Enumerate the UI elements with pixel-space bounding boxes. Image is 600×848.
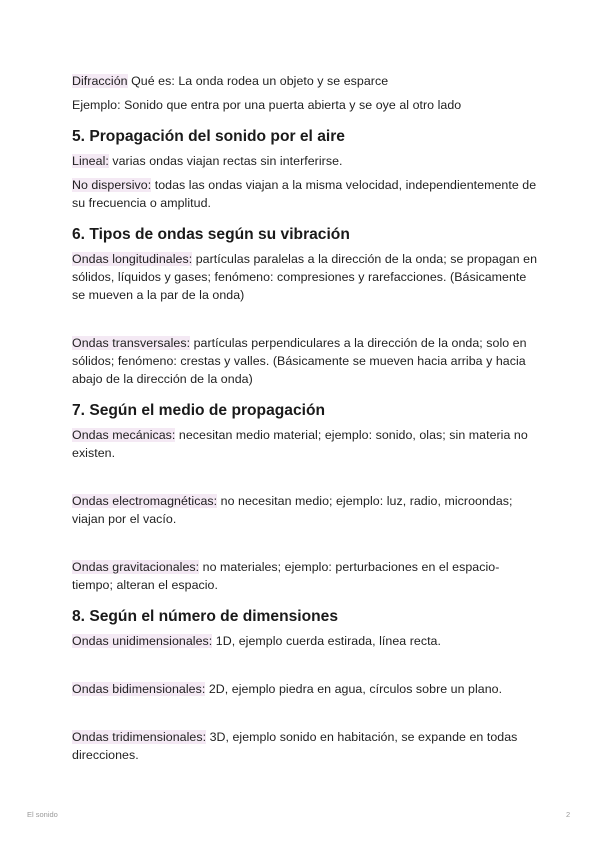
difraccion-definition: Difracción Qué es: La onda rodea un objeto y se esparce [72,74,389,88]
paragraph-ondas-unidimensionales: Ondas unidimensionales: 1D, ejemplo cuerda estirada, línea recta. [72,634,441,648]
term-highlight: Ondas longitudinales: [72,252,193,266]
section-heading-7: 7. Según el medio de propagación [72,402,326,419]
term-highlight: Ondas mecánicas: [72,428,176,442]
term-highlight: Ondas electromagnéticas: [72,494,218,508]
paragraph-ondas-gravitacionales: Ondas gravitacionales: no materiales; ejemplo: perturbaciones en el espacio-tiempo; alteran el espacio. [72,560,500,592]
term-highlight: Ondas unidimensionales: [72,634,213,648]
section-heading-5: 5. Propagación del sonido por el aire [72,128,345,145]
paragraph-no-dispersivo: No dispersivo: todas las ondas viajan a la misma velocidad, independientemente de su frecuencia o amplitud. [72,178,537,210]
page-content [72,72,538,764]
footer-page-number: 2 [566,810,571,819]
difraccion-example: Ejemplo: Sonido que entra por una puerta abierta y se oye al otro lado [72,98,462,112]
paragraph-ondas-longitudinales: Ondas longitudinales: partículas paralelas a la dirección de la onda; se propagan en sólidos, líquidos y gases; fenómeno: compresiones y rarefacciones. (Básicamente se mueven a la par de la onda) [72,252,538,302]
term-highlight: Ondas gravitacionales: [72,560,200,574]
term-highlight: No dispersivo: [72,178,152,192]
footer-document-title: El sonido [27,810,58,819]
paragraph-ondas-tridimensionales: Ondas tridimensionales: 3D, ejemplo sonido en habitación, se expande en todas direcciones. [72,730,518,762]
term-highlight: Ondas tridimensionales: [72,730,207,744]
term-highlight: Lineal: [72,154,109,168]
section-heading-8: 8. Según el número de dimensiones [72,608,339,625]
paragraph-ondas-bidimensionales: Ondas bidimensionales: 2D, ejemplo piedra en agua, círculos sobre un plano. [72,682,503,696]
paragraph-ondas-electromagneticas: Ondas electromagnéticas: no necesitan medio; ejemplo: luz, radio, microondas; viajan por el vacío. [72,494,513,526]
term-highlight: Ondas transversales: [72,336,191,350]
paragraph-lineal: Lineal: varias ondas viajan rectas sin interferirse. [72,154,343,168]
paragraph-ondas-transversales: Ondas transversales: partículas perpendiculares a la dirección de la onda; solo en sólidos; fenómeno: crestas y valles. (Básicamente se mueven hacia arriba y hacia abajo de la dirección de la onda) [72,336,527,386]
term-highlight: Ondas bidimensionales: [72,682,206,696]
section-heading-6: 6. Tipos de ondas según su vibración [72,226,350,243]
term-highlight: Difracción [72,74,128,88]
paragraph-ondas-mecanicas: Ondas mecánicas: necesitan medio material; ejemplo: sonido, olas; sin materia no existen. [72,428,528,460]
